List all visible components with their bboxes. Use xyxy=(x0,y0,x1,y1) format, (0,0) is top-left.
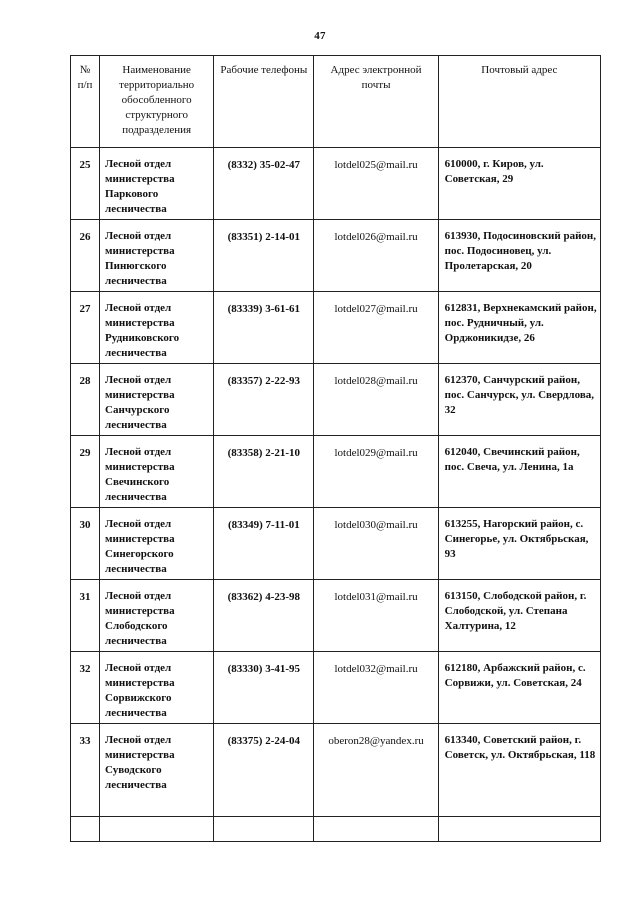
header-phone: Рабочие телефоны xyxy=(214,56,314,148)
office-email: lotdel030@mail.ru xyxy=(314,508,438,580)
empty-cell xyxy=(438,817,600,842)
header-email: Адрес электронной почты xyxy=(314,56,438,148)
office-address: 612040, Свечинский район, пос. Свеча, ул. Ленина, 1а xyxy=(438,436,600,508)
office-email: lotdel027@mail.ru xyxy=(314,292,438,364)
offices-table xyxy=(70,55,601,842)
office-phone: (83357) 2-22-93 xyxy=(214,364,314,436)
office-name: Лесной отдел министерства Сорвижского лесничества xyxy=(100,652,214,724)
office-phone: (83330) 3-41-95 xyxy=(214,652,314,724)
header-num: № п/п xyxy=(71,56,100,148)
office-address: 613930, Подосиновский район, пос. Подосиновец, ул. Пролетарская, 20 xyxy=(438,220,600,292)
table-row xyxy=(71,652,601,724)
empty-cell xyxy=(214,817,314,842)
row-number: 27 xyxy=(71,292,100,364)
office-email: oberon28@yandex.ru xyxy=(314,724,438,817)
office-phone: (83349) 7-11-01 xyxy=(214,508,314,580)
header-address: Почтовый адрес xyxy=(438,56,600,148)
office-address: 612370, Санчурский район, пос. Санчурск, ул. Свердлова, 32 xyxy=(438,364,600,436)
office-name: Лесной отдел министерства Паркового лесничества xyxy=(100,148,214,220)
office-email: lotdel031@mail.ru xyxy=(314,580,438,652)
table-row xyxy=(71,436,601,508)
office-name: Лесной отдел министерства Пинюгского лесничества xyxy=(100,220,214,292)
office-phone: (83351) 2-14-01 xyxy=(214,220,314,292)
table-row xyxy=(71,508,601,580)
page-number: 47 xyxy=(314,30,326,42)
row-number: 32 xyxy=(71,652,100,724)
office-address: 612180, Арбажский район, с. Сорвижи, ул. Советская, 24 xyxy=(438,652,600,724)
office-phone: (83362) 4-23-98 xyxy=(214,580,314,652)
row-number: 30 xyxy=(71,508,100,580)
office-email: lotdel029@mail.ru xyxy=(314,436,438,508)
empty-cell xyxy=(71,817,100,842)
office-name: Лесной отдел министерства Синегорского лесничества xyxy=(100,508,214,580)
office-name: Лесной отдел министерства Рудниковского лесничества xyxy=(100,292,214,364)
office-address: 610000, г. Киров, ул. Советская, 29 xyxy=(438,148,600,220)
table-continuation-row xyxy=(71,817,601,842)
row-number: 28 xyxy=(71,364,100,436)
office-name: Лесной отдел министерства Санчурского лесничества xyxy=(100,364,214,436)
office-email: lotdel026@mail.ru xyxy=(314,220,438,292)
row-number: 31 xyxy=(71,580,100,652)
table-row xyxy=(71,580,601,652)
table-row xyxy=(71,220,601,292)
table-row xyxy=(71,724,601,817)
office-address: 613340, Советский район, г. Советск, ул. Октябрьская, 118 xyxy=(438,724,600,817)
table-header-row xyxy=(71,56,601,148)
office-email: lotdel032@mail.ru xyxy=(314,652,438,724)
table-row xyxy=(71,292,601,364)
office-phone: (83375) 2-24-04 xyxy=(214,724,314,817)
office-address: 613150, Слободской район, г. Слободской, ул. Степана Халтурина, 12 xyxy=(438,580,600,652)
table-row xyxy=(71,148,601,220)
table-row xyxy=(71,364,601,436)
row-number: 26 xyxy=(71,220,100,292)
empty-cell xyxy=(314,817,438,842)
office-name: Лесной отдел министерства Слободского лесничества xyxy=(100,580,214,652)
office-name: Лесной отдел министерства Свечинского лесничества xyxy=(100,436,214,508)
office-address: 613255, Нагорский район, с. Синегорье, ул. Октябрьская, 93 xyxy=(438,508,600,580)
row-number: 25 xyxy=(71,148,100,220)
header-name: Наименование территориально обособленного структурного подразделения xyxy=(100,56,214,148)
office-name: Лесной отдел министерства Суводского лесничества xyxy=(100,724,214,817)
office-phone: (8332) 35-02-47 xyxy=(214,148,314,220)
office-phone: (83358) 2-21-10 xyxy=(214,436,314,508)
office-email: lotdel025@mail.ru xyxy=(314,148,438,220)
office-address: 612831, Верхнекамский район, пос. Рудничный, ул. Орджоникидзе, 26 xyxy=(438,292,600,364)
row-number: 33 xyxy=(71,724,100,817)
office-email: lotdel028@mail.ru xyxy=(314,364,438,436)
row-number: 29 xyxy=(71,436,100,508)
empty-cell xyxy=(100,817,214,842)
office-phone: (83339) 3-61-61 xyxy=(214,292,314,364)
